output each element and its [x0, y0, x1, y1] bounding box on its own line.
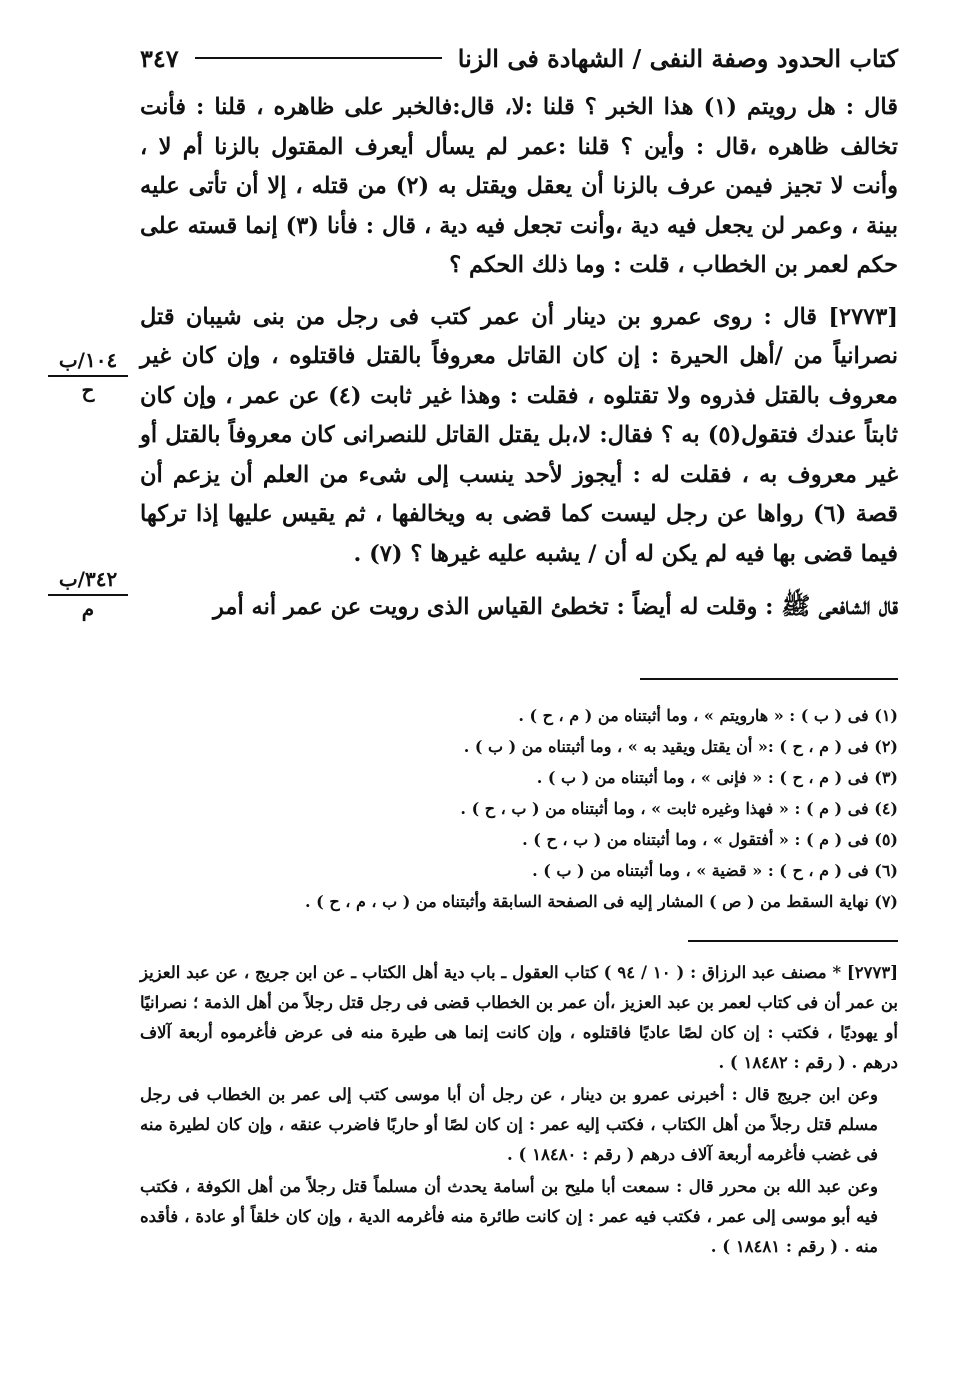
- source-paragraph-3: وعن عبد الله بن محرر قال : سمعت أبا مليح بن أسامة يحدث أن مسلماً قتل رجلاً من أهل الكوفة ، فكتب فيه أبو موسى إلى عمر ، فكتب فيه عمر : إن كانت طائرة منه فأغرمه الدية ، وإن كان خلقاً أو عادة ، فأقده منه . ( رقم : ١٨٤٨١ ) .: [140, 1177, 878, 1256]
- margin-note-2-folio: ٣٤٢/ب: [48, 566, 128, 596]
- footnote: (٣) فى ( م ، ح ) : « فإنى » ، وما أثبتناه من ( ب ) .: [536, 768, 898, 787]
- hadith-number: [٢٧٧٣]: [828, 303, 898, 330]
- main-paragraph-3: [140, 586, 898, 628]
- footnote: (٤) فى ( م ) : « فهذا وغيره ثابت » ، وما أثبتناه من ( ب ، ح ) .: [460, 799, 898, 818]
- footnote: (٦) فى ( م ، ح ) : « قضية » ، وما أثبتناه من ( ب ) .: [532, 861, 898, 880]
- footnote: (٧) نهاية السقط من ( ص ) المشار إليه فى الصفحة السابقة وأثبتناه من ( ب ، م ، ح ) .: [305, 892, 898, 911]
- footnote: (٢) فى ( م ، ح ) :« أن يقتل ويقيد به » ، وما أثبتناه من ( ب ) .: [463, 737, 898, 756]
- footnote: (١) فى ( ب ) : « هارويتم » ، وما أثبتناه من ( م ، ح ) .: [518, 706, 898, 725]
- source-paragraph-2: وعن ابن جريج قال : أخبرنى عمرو بن دينار ، عن رجل أن أبا موسى كتب إلى عمر بن الخطاب فى رجل مسلم قتل رجلاً من أهل الكتاب ، فكتب إليه عمر : إن كان لصًا أو حاربًا فاضرب عنقه ، وإن كان لطيرة منه فى غضب فأغرمه أربعة آلاف درهم ( رقم : ١٨٤٨٠ ) .: [140, 1085, 878, 1164]
- main-paragraph-2: [140, 298, 898, 575]
- main-paragraph-1: قال : هل رويتم (١) هذا الخبر ؟ قلنا :لا، قال:فالخبر على ظاهره ، قلنا : فأنت تخالف ظاهره ،قال : وأين ؟ قلنا :عمر لم يسأل أيعرف المقتول بالزنا أم لا ، وأنت لا تجيز فيمن عرف بالزنا أن يعقل ويقتل به (٢) من قتله ، إلا أن تأتى عليه بينة ، وعمر لن يجعل فيه دية ،وأنت تجعل فيه دية ، قال : فأنا (٣) إنما قسته على حكم لعمر بن الخطاب ، قلت : وما ذلك الحكم ؟: [140, 94, 899, 278]
- sources-rule: [688, 940, 898, 942]
- running-header: [140, 38, 898, 78]
- main-paragraph-2-text: قال : روى عمرو بن دينار أن عمر كتب فى رجل من بنى شيبان قتل نصرانياً من /أهل الحيرة : إن كان القاتل معروفاً بالقتل فاقتلوه ، وإن كان غير معروف بالقتل فذروه ولا تقتلوه ، فقلت : وهذا غير ثابت (٤) عن عمر ، وإن كان ثابتاً عندك فتقول(٥) به ؟ فقال: لا،بل يقتل القاتل للنصرانى كان معروفاً بالقتل أو غير معروف به ، فقلت له : أيجوز لأحد ينسب إلى شىء من العلم أن يزعم أن قصة (٦) رواها عن رجل ليست كما قضى به ويخالفها ، ثم يقيس عليها إذا تركها فيما قضى بها فيه لم يكن له أن / يشبه عليه غيرها ؟ (٧) .: [140, 303, 899, 567]
- margin-note-1: [48, 347, 128, 403]
- footnote-rule: [640, 678, 898, 680]
- margin-note-2: [48, 566, 128, 622]
- source-label: [٢٧٧٣] * مصنف عبد الرزاق :: [690, 963, 899, 982]
- main-text: [140, 88, 898, 640]
- margin-note-1-folio: ١٠٤/ب: [48, 347, 128, 377]
- source-paragraph-1-text: ( ١٠ / ٩٤ ) كتاب العقول ـ باب دية أهل الكتاب ـ عن ابن جريج ، عن عبد العزيز بن عمر أن فى كتاب لعمر بن عبد العزيز ،أن عمر بن الخطاب قضى فى رجل قتل رجلاً من أهل الذمة ؛ نصرانيًا أو يهوديًا ، فكتب : إن كان لصًا عاديًا فاقتلوه ، وإن كانت إنما هى طيرة منه فى عرض فأغرموه أربعة آلاف درهم . ( رقم : ١٨٤٨٢ ) .: [140, 963, 898, 1072]
- main-paragraph-3-text: : وقلت له أيضاً : تخطئ القياس الذى رويت عن عمر أنه أمر: [212, 594, 774, 620]
- margin-note-2-siglum: م: [81, 597, 95, 621]
- source-paragraph-1: [140, 958, 898, 1078]
- footnote: (٥) فى ( م ) : « أفتقول » ، وما أثبتناه من ( ب ، ح ) .: [522, 830, 898, 849]
- footnotes: [300, 700, 898, 917]
- header-rule: [195, 57, 442, 59]
- page-number: ٣٤٧: [140, 43, 179, 73]
- header-title: كتاب الحدود وصفة النفى / الشهادة فى الزنا: [457, 43, 898, 73]
- speaker-label: قال الشافعى ﷺ: [781, 591, 898, 620]
- source-notes: [140, 958, 898, 1264]
- margin-note-1-siglum: ح: [81, 378, 95, 402]
